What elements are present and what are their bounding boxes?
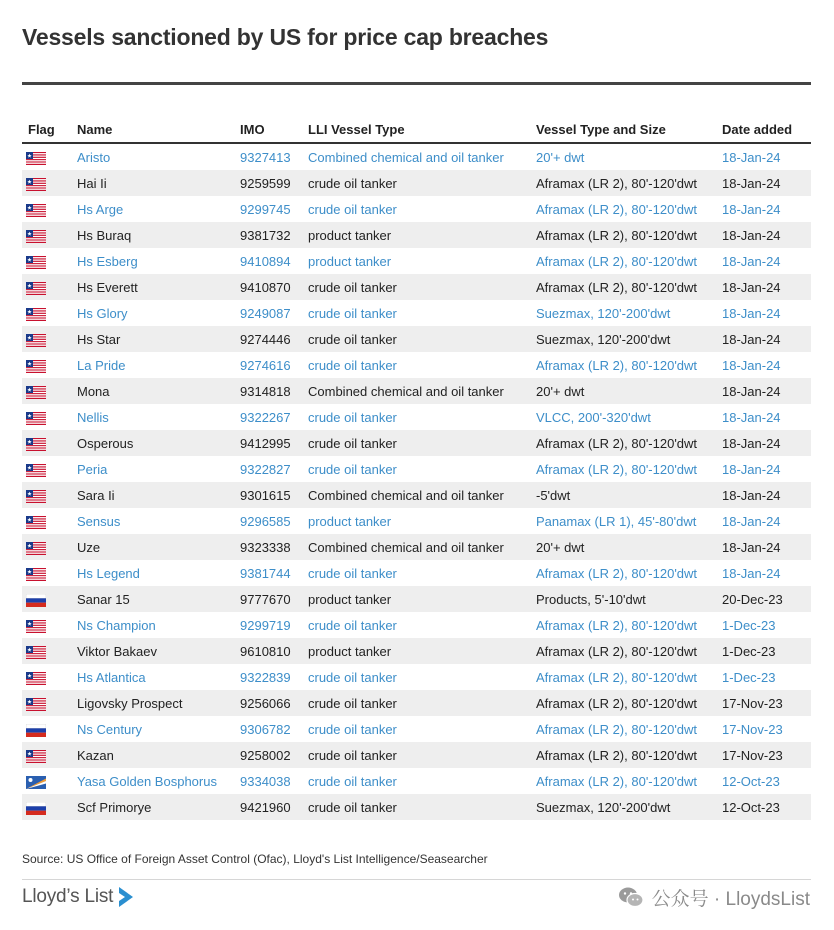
page-title: Vessels sanctioned by US for price cap breaches: [22, 24, 549, 50]
liberia-flag-icon: [26, 490, 46, 503]
vessel-name-cell: Hs Esberg: [71, 248, 234, 274]
lli-vessel-type-cell: crude oil tanker: [302, 456, 530, 482]
table-row: [22, 612, 811, 638]
column-header-lli-vessel-type: LLI Vessel Type: [302, 116, 530, 143]
flag-cell: [22, 300, 71, 326]
lli-vessel-type-cell: crude oil tanker: [302, 560, 530, 586]
liberia-flag-icon: [26, 308, 46, 321]
imo-number-cell: 9610810: [234, 638, 302, 664]
date-added-cell: 18-Jan-24: [716, 196, 811, 222]
lli-vessel-type-cell: crude oil tanker: [302, 716, 530, 742]
lli-vessel-type-cell: crude oil tanker: [302, 430, 530, 456]
flag-cell: [22, 560, 71, 586]
vessel-type-size-cell: Products, 5'-10'dwt: [530, 586, 716, 612]
russia-flag-icon: [26, 802, 46, 815]
date-added-cell: 18-Jan-24: [716, 508, 811, 534]
liberia-flag-icon: [26, 568, 46, 581]
imo-number-cell: 9301615: [234, 482, 302, 508]
imo-number-cell: 9322267: [234, 404, 302, 430]
vessel-type-size-cell: Aframax (LR 2), 80'-120'dwt: [530, 742, 716, 768]
table-row: [22, 638, 811, 664]
table-row: [22, 430, 811, 456]
lloyds-list-logo-icon: [117, 885, 135, 909]
date-added-cell: 18-Jan-24: [716, 534, 811, 560]
vessel-name-cell: Yasa Golden Bosphorus: [71, 768, 234, 794]
date-added-cell: 18-Jan-24: [716, 430, 811, 456]
vessel-name-cell: Osperous: [71, 430, 234, 456]
source-note: Source: US Office of Foreign Asset Control (Ofac), Lloyd's List Intelligence/Seasearcher: [22, 852, 488, 866]
flag-cell: [22, 690, 71, 716]
vessel-type-size-cell: Aframax (LR 2), 80'-120'dwt: [530, 170, 716, 196]
table-row: [22, 404, 811, 430]
lli-vessel-type-cell: Combined chemical and oil tanker: [302, 143, 530, 170]
vessel-name-cell: Nellis: [71, 404, 234, 430]
wechat-icon: [618, 886, 644, 908]
column-header-name: Name: [71, 116, 234, 143]
date-added-cell: 17-Nov-23: [716, 716, 811, 742]
table-row: [22, 300, 811, 326]
logo-text: Lloyd’s List: [22, 886, 114, 907]
lli-vessel-type-cell: crude oil tanker: [302, 352, 530, 378]
lli-vessel-type-cell: product tanker: [302, 222, 530, 248]
liberia-flag-icon: [26, 178, 46, 191]
table-row: [22, 326, 811, 352]
vessel-name-cell: Ns Champion: [71, 612, 234, 638]
date-added-cell: 1-Dec-23: [716, 664, 811, 690]
vessel-type-size-cell: Suezmax, 120'-200'dwt: [530, 794, 716, 820]
vessel-type-size-cell: -5'dwt: [530, 482, 716, 508]
table-row: [22, 690, 811, 716]
liberia-flag-icon: [26, 256, 46, 269]
vessel-type-size-cell: Aframax (LR 2), 80'-120'dwt: [530, 690, 716, 716]
table-row: [22, 586, 811, 612]
lli-vessel-type-cell: crude oil tanker: [302, 742, 530, 768]
russia-flag-icon: [26, 594, 46, 607]
date-added-cell: 18-Jan-24: [716, 482, 811, 508]
table-row: [22, 456, 811, 482]
table-row: [22, 768, 811, 794]
vessel-name-cell: Hs Arge: [71, 196, 234, 222]
column-header-imo: IMO: [234, 116, 302, 143]
liberia-flag-icon: [26, 464, 46, 477]
vessel-name-cell: Kazan: [71, 742, 234, 768]
imo-number-cell: 9412995: [234, 430, 302, 456]
vessel-type-size-cell: Aframax (LR 2), 80'-120'dwt: [530, 768, 716, 794]
vessel-name-cell: Uze: [71, 534, 234, 560]
imo-number-cell: 9314818: [234, 378, 302, 404]
liberia-flag-icon: [26, 516, 46, 529]
flag-cell: [22, 456, 71, 482]
imo-number-cell: 9323338: [234, 534, 302, 560]
date-added-cell: 20-Dec-23: [716, 586, 811, 612]
lli-vessel-type-cell: product tanker: [302, 586, 530, 612]
liberia-flag-icon: [26, 152, 46, 165]
date-added-cell: 18-Jan-24: [716, 378, 811, 404]
date-added-cell: 12-Oct-23: [716, 768, 811, 794]
vessel-name-cell: Sensus: [71, 508, 234, 534]
lli-vessel-type-cell: product tanker: [302, 508, 530, 534]
date-added-cell: 18-Jan-24: [716, 274, 811, 300]
vessel-name-cell: Hai Ii: [71, 170, 234, 196]
vessel-type-size-cell: Aframax (LR 2), 80'-120'dwt: [530, 664, 716, 690]
vessels-table: [22, 116, 811, 820]
liberia-flag-icon: [26, 360, 46, 373]
vessel-type-size-cell: 20'+ dwt: [530, 534, 716, 560]
vessel-type-size-cell: VLCC, 200'-320'dwt: [530, 404, 716, 430]
liberia-flag-icon: [26, 750, 46, 763]
lli-vessel-type-cell: crude oil tanker: [302, 612, 530, 638]
date-added-cell: 18-Jan-24: [716, 300, 811, 326]
vessel-type-size-cell: 20'+ dwt: [530, 378, 716, 404]
vessel-name-cell: Hs Glory: [71, 300, 234, 326]
vessel-type-size-cell: Aframax (LR 2), 80'-120'dwt: [530, 716, 716, 742]
liberia-flag-icon: [26, 282, 46, 295]
vessel-type-size-cell: Aframax (LR 2), 80'-120'dwt: [530, 248, 716, 274]
date-added-cell: 18-Jan-24: [716, 170, 811, 196]
liberia-flag-icon: [26, 412, 46, 425]
imo-number-cell: 9274616: [234, 352, 302, 378]
date-added-cell: 18-Jan-24: [716, 404, 811, 430]
lli-vessel-type-cell: product tanker: [302, 638, 530, 664]
liberia-flag-icon: [26, 438, 46, 451]
date-added-cell: 17-Nov-23: [716, 690, 811, 716]
imo-number-cell: 9327413: [234, 143, 302, 170]
imo-number-cell: 9256066: [234, 690, 302, 716]
date-added-cell: 12-Oct-23: [716, 794, 811, 820]
date-added-cell: 18-Jan-24: [716, 248, 811, 274]
table-row: [22, 378, 811, 404]
flag-cell: [22, 742, 71, 768]
column-header-date-added: Date added: [716, 116, 811, 143]
lli-vessel-type-cell: crude oil tanker: [302, 768, 530, 794]
imo-number-cell: 9274446: [234, 326, 302, 352]
liberia-flag-icon: [26, 334, 46, 347]
column-header-vessel-type-size: Vessel Type and Size: [530, 116, 716, 143]
lli-vessel-type-cell: Combined chemical and oil tanker: [302, 378, 530, 404]
lli-vessel-type-cell: Combined chemical and oil tanker: [302, 534, 530, 560]
vessel-type-size-cell: Aframax (LR 2), 80'-120'dwt: [530, 612, 716, 638]
vessel-name-cell: Aristo: [71, 143, 234, 170]
vessel-name-cell: Sanar 15: [71, 586, 234, 612]
watermark-text: 公众号 · LloydsList: [651, 888, 810, 910]
date-added-cell: 18-Jan-24: [716, 456, 811, 482]
column-header-flag: Flag: [22, 116, 71, 143]
table-row: [22, 482, 811, 508]
table-row: [22, 274, 811, 300]
russia-flag-icon: [26, 724, 46, 737]
lli-vessel-type-cell: crude oil tanker: [302, 300, 530, 326]
date-added-cell: 17-Nov-23: [716, 742, 811, 768]
vessel-name-cell: Ligovsky Prospect: [71, 690, 234, 716]
date-added-cell: 18-Jan-24: [716, 352, 811, 378]
liberia-flag-icon: [26, 230, 46, 243]
flag-cell: [22, 222, 71, 248]
imo-number-cell: 9296585: [234, 508, 302, 534]
imo-number-cell: 9322827: [234, 456, 302, 482]
imo-number-cell: 9410894: [234, 248, 302, 274]
vessel-type-size-cell: Panamax (LR 1), 45'-80'dwt: [530, 508, 716, 534]
table-row: [22, 664, 811, 690]
imo-number-cell: 9306782: [234, 716, 302, 742]
flag-cell: [22, 586, 71, 612]
table-row: [22, 170, 811, 196]
flag-cell: [22, 638, 71, 664]
table-row: [22, 794, 811, 820]
title-divider: [22, 82, 811, 85]
vessel-type-size-cell: Aframax (LR 2), 80'-120'dwt: [530, 352, 716, 378]
liberia-flag-icon: [26, 620, 46, 633]
liberia-flag-icon: [26, 204, 46, 217]
liberia-flag-icon: [26, 646, 46, 659]
flag-cell: [22, 143, 71, 170]
date-added-cell: 1-Dec-23: [716, 612, 811, 638]
flag-cell: [22, 716, 71, 742]
table-row: [22, 352, 811, 378]
vessel-type-size-cell: Aframax (LR 2), 80'-120'dwt: [530, 222, 716, 248]
imo-number-cell: 9299719: [234, 612, 302, 638]
imo-number-cell: 9381732: [234, 222, 302, 248]
flag-cell: [22, 352, 71, 378]
lli-vessel-type-cell: crude oil tanker: [302, 274, 530, 300]
vessel-name-cell: Mona: [71, 378, 234, 404]
flag-cell: [22, 196, 71, 222]
table-row: [22, 196, 811, 222]
table-row: [22, 534, 811, 560]
vessel-type-size-cell: Suezmax, 120'-200'dwt: [530, 300, 716, 326]
lloyds-list-logo: [22, 882, 135, 912]
vessel-name-cell: Hs Everett: [71, 274, 234, 300]
lli-vessel-type-cell: crude oil tanker: [302, 326, 530, 352]
vessel-type-size-cell: Aframax (LR 2), 80'-120'dwt: [530, 430, 716, 456]
imo-number-cell: 9777670: [234, 586, 302, 612]
table-header-row: [22, 116, 811, 143]
vessel-name-cell: La Pride: [71, 352, 234, 378]
vessel-name-cell: Scf Primorye: [71, 794, 234, 820]
table-row: [22, 716, 811, 742]
imo-number-cell: 9410870: [234, 274, 302, 300]
table-row: [22, 560, 811, 586]
table-row: [22, 248, 811, 274]
flag-cell: [22, 430, 71, 456]
vessel-name-cell: Hs Atlantica: [71, 664, 234, 690]
date-added-cell: 18-Jan-24: [716, 222, 811, 248]
vessel-type-size-cell: Aframax (LR 2), 80'-120'dwt: [530, 196, 716, 222]
vessel-type-size-cell: Aframax (LR 2), 80'-120'dwt: [530, 274, 716, 300]
vessel-name-cell: Peria: [71, 456, 234, 482]
flag-cell: [22, 768, 71, 794]
imo-number-cell: 9421960: [234, 794, 302, 820]
date-added-cell: 18-Jan-24: [716, 326, 811, 352]
marshall-islands-flag-icon: [26, 776, 46, 789]
flag-cell: [22, 794, 71, 820]
imo-number-cell: 9259599: [234, 170, 302, 196]
flag-cell: [22, 404, 71, 430]
vessel-name-cell: Viktor Bakaev: [71, 638, 234, 664]
imo-number-cell: 9381744: [234, 560, 302, 586]
lli-vessel-type-cell: crude oil tanker: [302, 404, 530, 430]
lli-vessel-type-cell: crude oil tanker: [302, 690, 530, 716]
vessel-name-cell: Ns Century: [71, 716, 234, 742]
flag-cell: [22, 508, 71, 534]
vessel-type-size-cell: Suezmax, 120'-200'dwt: [530, 326, 716, 352]
table-row: [22, 222, 811, 248]
lli-vessel-type-cell: crude oil tanker: [302, 664, 530, 690]
flag-cell: [22, 378, 71, 404]
vessel-type-size-cell: 20'+ dwt: [530, 143, 716, 170]
liberia-flag-icon: [26, 672, 46, 685]
flag-cell: [22, 482, 71, 508]
imo-number-cell: 9334038: [234, 768, 302, 794]
liberia-flag-icon: [26, 698, 46, 711]
lli-vessel-type-cell: crude oil tanker: [302, 196, 530, 222]
footer-divider: [22, 879, 811, 880]
flag-cell: [22, 326, 71, 352]
table-row: [22, 742, 811, 768]
vessel-name-cell: Hs Legend: [71, 560, 234, 586]
vessel-type-size-cell: Aframax (LR 2), 80'-120'dwt: [530, 638, 716, 664]
flag-cell: [22, 170, 71, 196]
imo-number-cell: 9249087: [234, 300, 302, 326]
date-added-cell: 1-Dec-23: [716, 638, 811, 664]
table-row: [22, 143, 811, 170]
lli-vessel-type-cell: product tanker: [302, 248, 530, 274]
vessel-type-size-cell: Aframax (LR 2), 80'-120'dwt: [530, 456, 716, 482]
lli-vessel-type-cell: crude oil tanker: [302, 170, 530, 196]
lli-vessel-type-cell: Combined chemical and oil tanker: [302, 482, 530, 508]
vessel-name-cell: Sara Ii: [71, 482, 234, 508]
vessel-name-cell: Hs Star: [71, 326, 234, 352]
imo-number-cell: 9299745: [234, 196, 302, 222]
liberia-flag-icon: [26, 542, 46, 555]
imo-number-cell: 9258002: [234, 742, 302, 768]
flag-cell: [22, 534, 71, 560]
lli-vessel-type-cell: crude oil tanker: [302, 794, 530, 820]
liberia-flag-icon: [26, 386, 46, 399]
flag-cell: [22, 248, 71, 274]
table-row: [22, 508, 811, 534]
flag-cell: [22, 274, 71, 300]
flag-cell: [22, 612, 71, 638]
vessel-name-cell: Hs Buraq: [71, 222, 234, 248]
vessel-type-size-cell: Aframax (LR 2), 80'-120'dwt: [530, 560, 716, 586]
imo-number-cell: 9322839: [234, 664, 302, 690]
flag-cell: [22, 664, 71, 690]
date-added-cell: 18-Jan-24: [716, 143, 811, 170]
date-added-cell: 18-Jan-24: [716, 560, 811, 586]
wechat-watermark: [618, 882, 810, 912]
